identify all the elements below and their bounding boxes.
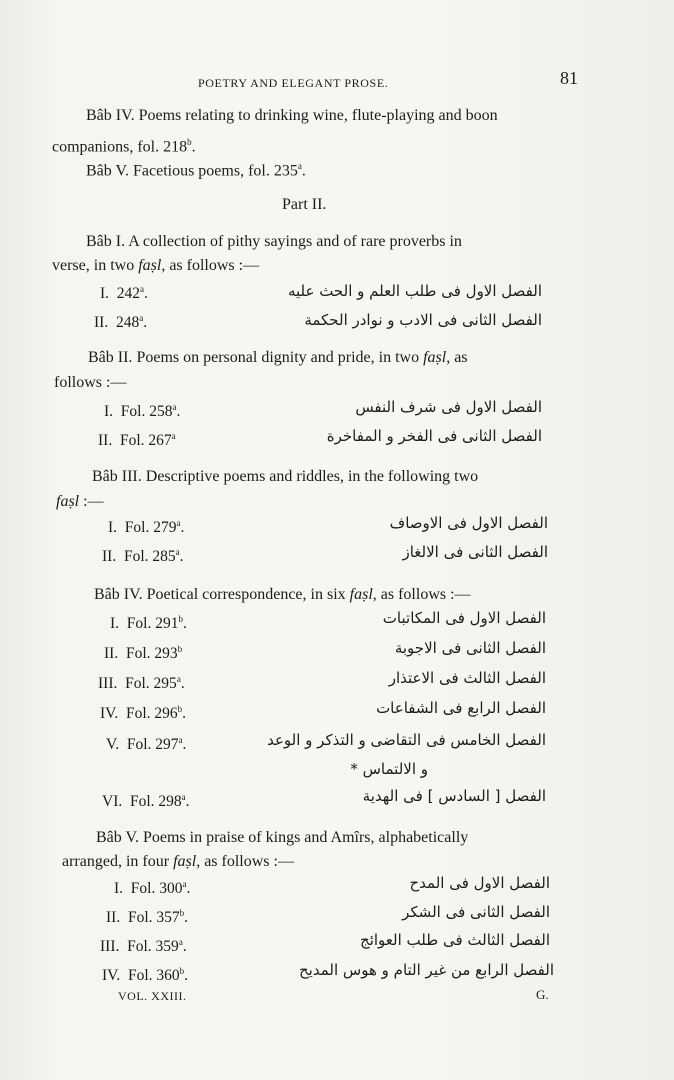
bab3-entry-2-arabic: الفصل الثانى فى الالغاز [402,543,548,561]
bab4-entry-2-arabic: الفصل الثانى فى الاجوبة [394,639,546,657]
bab1-entry-2-arabic: الفصل الثانى فى الادب و نوادر الحكمة [304,311,542,329]
bab1-intro-line1: Bâb I. A collection of pithy sayings and of rare proverbs in [86,233,462,250]
bab4-entry-3-arabic: الفصل الثالث فى الاعتذار [388,669,546,687]
bab4-entry-5-arabic-cont: و الالتماس * [350,760,428,778]
bab1-intro-line2: verse, in two faṣl, as follows :— [52,257,260,274]
bab5-entry-3: III. Fol. 359$^a$. [100,937,187,956]
bab3-entry-1: I. Fol. 279$^a$. [108,518,185,537]
bab4-entry-1: I. Fol. 291$^b$. [110,614,187,633]
bab4-entry-4-arabic: الفصل الرابع فى الشفاعات [376,699,546,717]
bab3-entry-2: II. Fol. 285$^a$. [102,547,184,566]
bab5-entry-4-arabic: الفصل الرابع من غير التام و هوس المديح [299,961,554,979]
bab4-entry-4: IV. Fol. 296$^b$. [100,704,187,723]
bab2-entry-2-arabic: الفصل الثانى فى الفخر و المفاخرة [326,427,542,445]
bab5-entry-1-arabic: الفصل الاول فى المدح [409,874,550,892]
bab1-entry-2: II. 248$^a$. [94,313,148,332]
top-bab5-line: Bâb V. Facetious poems, fol. 235$^a$. [86,161,306,180]
bab1-entry-1: I. 242$^a$. [100,284,148,303]
bab4-entry-6: VI. Fol. 298$^a$. [102,792,190,811]
bab4-entry-5: V. Fol. 297$^a$. [106,735,187,754]
bab5-entry-2-arabic: الفصل الثانى فى الشكر [402,903,550,921]
bab4-entry-3: III. Fol. 295$^a$. [98,674,185,693]
bab3-intro-line1: Bâb III. Descriptive poems and riddles, in the following two [92,468,479,485]
bab2-intro-line2: follows :— [54,374,127,391]
bab5-entry-2: II. Fol. 357$^b$. [106,908,189,927]
bab3-intro-line2: faṣl :— [56,493,104,510]
bab2-entry-2: II. Fol. 267$^a$ [98,431,176,450]
page-number: 81 [560,68,578,88]
running-title: POETRY AND ELEGANT PROSE. [198,76,389,90]
bab2-intro-line1: Bâb II. Poems on personal dignity and pride, in two faṣl, as [88,349,468,366]
bab5-intro-line2: arranged, in four faṣl, as follows :— [62,853,294,870]
top-bab4-line2: companions, fol. 218$^b$. [52,137,196,156]
gathering-signature: G. [536,987,549,1002]
bab4-entry-1-arabic: الفصل الاول فى المكاتبات [382,609,546,627]
bab3-entry-1-arabic: الفصل الاول فى الاوصاف [389,514,548,532]
bab5-entry-4: IV. Fol. 360$^b$. [102,966,189,985]
bab4-entry-6-arabic: الفصل [ السادس ] فى الهدية [362,787,546,805]
bab4-intro-line1: Bâb IV. Poetical correspondence, in six faṣl, as follows :— [94,586,471,603]
bab5-intro-line1: Bâb V. Poems in praise of kings and Amîrs, alphabetically [96,829,469,846]
bab4-entry-2: II. Fol. 293$^b$ [104,644,183,663]
volume-signature: VOL. XXIII. [118,989,187,1003]
bab4-entry-5-arabic: الفصل الخامس فى التقاضى و التذكر و الوعد [267,731,546,749]
bab5-entry-1: I. Fol. 300$^a$. [114,879,191,898]
bab2-entry-1: I. Fol. 258$^a$. [104,402,181,421]
part-title: Part II. [282,196,327,213]
bab5-entry-3-arabic: الفصل الثالث فى طلب العوائج [360,931,550,949]
bab1-entry-1-arabic: الفصل الاول فى طلب العلم و الحث عليه [287,282,542,300]
bab2-entry-1-arabic: الفصل الاول فى شرف النفس [355,398,542,416]
top-bab4-line1: Bâb IV. Poems relating to drinking wine, flute-playing and boon [86,107,498,124]
